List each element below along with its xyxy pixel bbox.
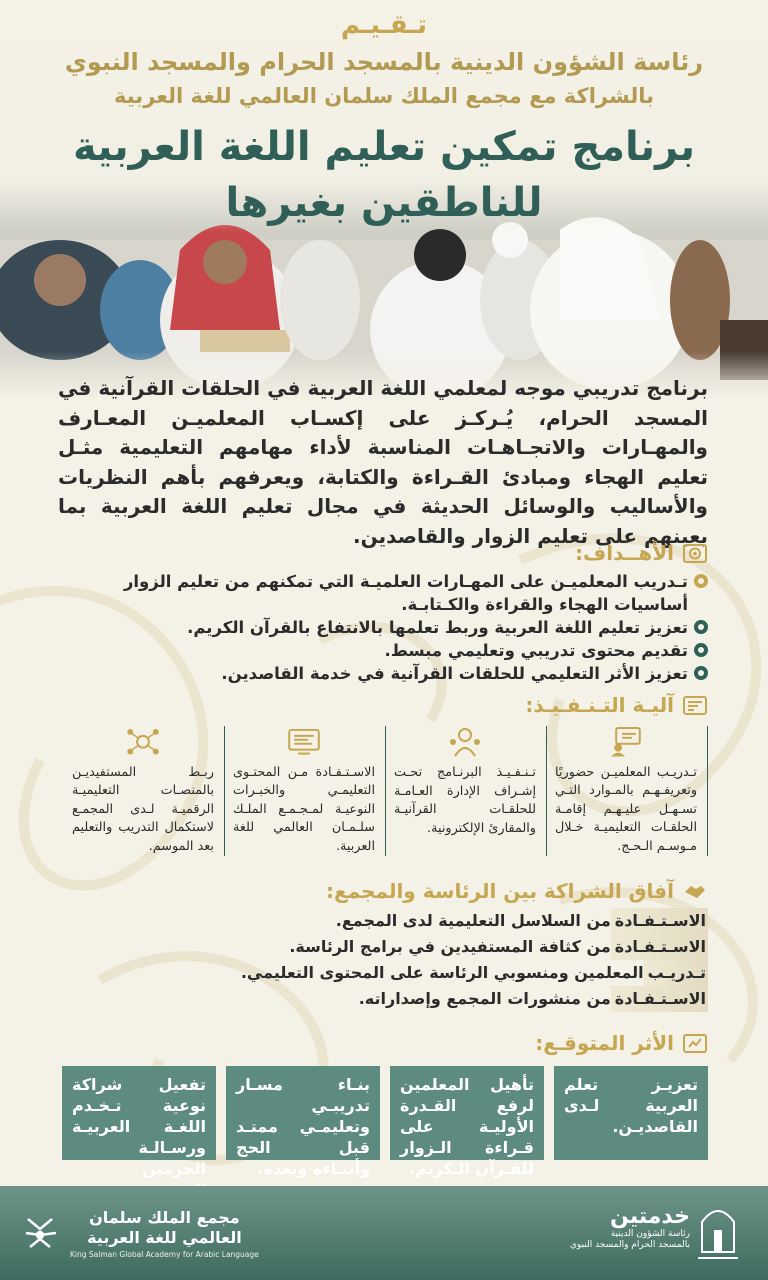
- program-description: برنامج تدريبي موجه لمعلمي اللغة العربية في الحلقات القرآنية في المسجد الحرام، يُـركـز على إكسـاب المعلميـن المعـارف والمهـارات والاتجـاهـات المناسبة لأداء مهامهم التعليمية مثـل تعليم الهجاء ومبادئ القـراءة والكتابة، ويعرفهم بأهم النظريات والأساليب والوسائل الحديثة في مجال تعليم اللغة العربية بما يعينهم على تعليم الزوار والقاصدين.: [58, 376, 708, 548]
- mosque-emblem-icon: [696, 1192, 740, 1262]
- implementation-steps: [64, 726, 708, 856]
- implementation-heading-label: آليـة التـنـفـيـذ:: [525, 693, 674, 717]
- partnership-item: الاسـتـفـادة من كثافة المستفيدين في برامج الرئاسة.: [58, 934, 708, 960]
- goal-item: تعزيز الأثر التعليمي للحلقات القرآنية في خدمة القاصدين.: [58, 662, 708, 685]
- bullet-icon: [694, 574, 708, 588]
- academy-emblem-icon: [20, 1213, 62, 1255]
- network-icon: [125, 726, 161, 758]
- goals-heading: [575, 538, 708, 568]
- impact-icon: [682, 1032, 708, 1054]
- academy-name-ar: مجمع الملك سلمان: [89, 1208, 240, 1227]
- bullet-icon: [694, 666, 708, 680]
- implementation-step: ربـط المستفيديـن بالمنصـات التعليميـة الرقميـة لـدى المجمـع لاستكمال التدريب والتعليم بعد الموسم.: [64, 726, 225, 856]
- presidency-name-line2: بالمسجد الحرام والمسجد النبوي: [569, 1239, 690, 1250]
- implementation-step: تـدريـب المعلميـن حضوريًا وتعريفـهـم بالمـوارد التـي تسـهـل عليـهـم إقامـة الحلقـات التعليميـة خـلال مـوسـم الـحـج.: [547, 726, 708, 856]
- partner-line: بالشراكة مع مجمع الملك سلمان العالمي للغة العربية: [114, 84, 654, 108]
- academy-logo: [20, 1208, 259, 1259]
- bullet-icon: [694, 643, 708, 657]
- target-icon: [682, 542, 708, 564]
- goal-item: تـدريب المعلميـن على المهـارات العلميـة التي تمكنهم من تعليم الزوار أساسيات الهجاء والقراءة والكـتابـة.: [58, 570, 708, 616]
- partnership-heading-label: آفاق الشراكة بين الرئاسة والمجمع:: [326, 879, 674, 903]
- presidency-logo-script: خدمتين: [610, 1203, 690, 1229]
- partnership-item: الاسـتـفـادة من السلاسل التعليمية لدى المجمع.: [58, 908, 708, 934]
- impact-heading: [535, 1028, 708, 1058]
- blueprint-icon: [682, 694, 708, 716]
- organizer-line: رئاسة الشؤون الدينية بالمسجد الحرام والمسجد النبوي: [64, 48, 704, 76]
- program-subtitle: للناطقين بغيرها: [225, 180, 543, 226]
- partnership-item: تـدريـب المعلمين ومنسوبي الرئاسة على المحتوى التعليمي.: [58, 960, 708, 986]
- impact-heading-label: الأثر المتوقـع:: [535, 1031, 674, 1055]
- partnership-item: الاسـتـفـادة من منشورات المجمع وإصداراته.: [58, 986, 708, 1012]
- academy-name-en: King Salman Global Academy for Arabic Language: [70, 1250, 259, 1259]
- impact-card: تأهيل المعلمين لرفع القـدرة الأوليـة على قـراءة الـزوار للقـرآن الـكريم.: [390, 1066, 544, 1160]
- implementation-heading: [525, 690, 708, 720]
- training-icon: [608, 726, 644, 758]
- presidency-name-line1: رئاسة الشؤون الدينية: [610, 1228, 690, 1239]
- impact-card: تعزيـز تعلم العربية لـدى القاصديـن.: [554, 1066, 708, 1160]
- impact-card: تفعيل شراكة نوعية تـخـدم اللغـة العربيـة ورسـالـة الحرمين: [62, 1066, 216, 1160]
- implementation-step: تـنـفـيـذ البرنـامج تحـت إشـراف الإدارة العـامـة للحلقـات القرآنيـة والمقارئ الإلكترونية.: [386, 726, 547, 856]
- goals-list: [58, 570, 708, 685]
- presidency-logo: [570, 1192, 740, 1262]
- academy-name-ar-2: العالمي للغة العربية: [87, 1228, 242, 1247]
- program-title: برنامج تمكين تعليم اللغة العربية: [73, 124, 695, 170]
- impact-cards: [62, 1066, 708, 1178]
- partnership-list: [58, 908, 708, 1012]
- partnership-heading: [326, 876, 708, 906]
- impact-card: بنـاء مسـار تدريبـي وتعليمـي ممتـد قبل الحج وأثنـاءه وبعده.: [226, 1066, 380, 1160]
- handshake-icon: [682, 880, 708, 902]
- goal-item: تقديم محتوى تدريبي وتعليمي مبسط.: [58, 639, 708, 662]
- goals-heading-label: الأهــداف:: [575, 541, 674, 565]
- goal-item: تعزيز تعليم اللغة العربية وربط تعلمها بالانتفاع بالقرآن الكريم.: [58, 616, 708, 639]
- footer: [0, 1186, 768, 1280]
- team-icon: [447, 726, 483, 758]
- implementation-step: الاسـتـفـادة مـن المحتـوى التعليمـي والخبـرات النوعيـة لمـجـمـع الملـك سلـمـان العالمي للغة العربية.: [225, 726, 386, 856]
- bullet-icon: [694, 620, 708, 634]
- content-icon: [286, 726, 322, 758]
- presents-label: تـقـيـم: [340, 10, 428, 40]
